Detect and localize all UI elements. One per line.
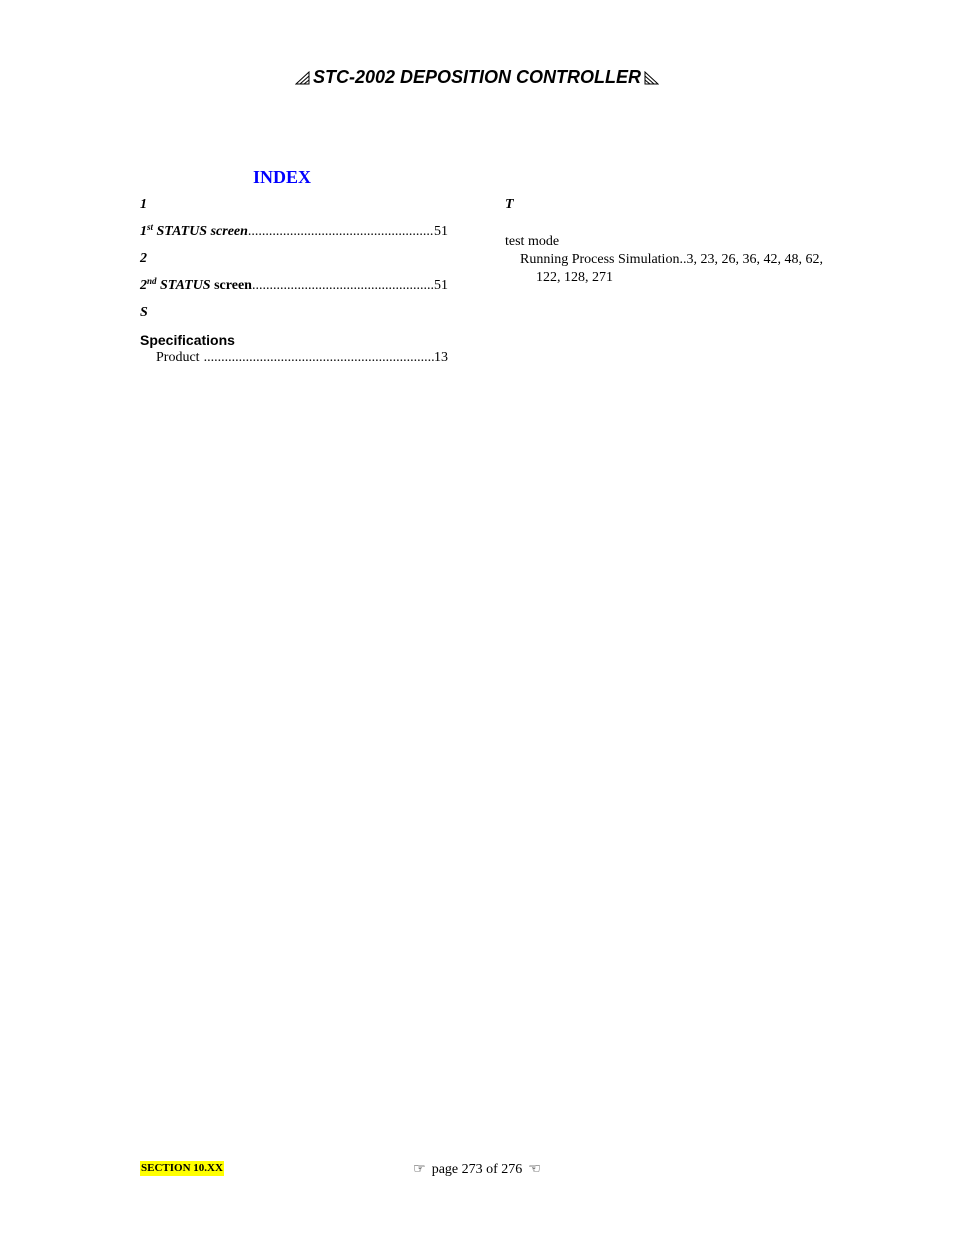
pointing-hand-left-icon: ☜ xyxy=(528,1161,541,1177)
pencil-hatch-icon xyxy=(643,68,659,90)
dot-leader xyxy=(248,223,434,241)
index-left-column xyxy=(140,196,448,367)
section-label: SECTION 10.XX xyxy=(141,1162,223,1174)
index-letter-t: T xyxy=(505,197,514,212)
index-letter-1: 1 xyxy=(140,197,147,212)
entry-term: 2nd STATUS screen xyxy=(140,276,252,293)
entry-page-number: 51 xyxy=(434,224,448,239)
index-title: INDEX xyxy=(253,167,312,187)
index-subentry-product[interactable] xyxy=(140,349,448,367)
entry-term: Product xyxy=(156,350,200,365)
index-heading-specifications: Specifications xyxy=(140,332,235,348)
entry-page-number: 13 xyxy=(434,350,448,365)
index-entry-2nd-status-screen[interactable] xyxy=(140,277,448,295)
pointing-hand-right-icon: ☞ xyxy=(413,1161,426,1177)
index-letter-s: S xyxy=(140,305,148,320)
pencil-hatch-icon xyxy=(295,68,311,90)
index-right-column xyxy=(505,196,825,287)
page-footer xyxy=(0,1160,954,1179)
dot-leader xyxy=(200,349,434,367)
header-title: STC-2002 DEPOSITION CONTROLLER xyxy=(312,67,642,87)
page-number-text: page 273 of 276 xyxy=(431,1162,523,1177)
index-subentry-running-process-simulation[interactable]: Running Process Simulation..3, 23, 26, 36, 42, 48, 62, 122, 128, 271 xyxy=(520,252,823,285)
index-letter-2: 2 xyxy=(140,251,147,266)
dot-leader xyxy=(252,277,434,295)
page-header xyxy=(0,66,954,90)
entry-page-number: 51 xyxy=(434,278,448,293)
index-entry-test-mode[interactable]: test mode xyxy=(505,234,560,249)
index-entry-1st-status-screen[interactable] xyxy=(140,223,448,241)
entry-term: 1st STATUS screen xyxy=(140,222,248,239)
